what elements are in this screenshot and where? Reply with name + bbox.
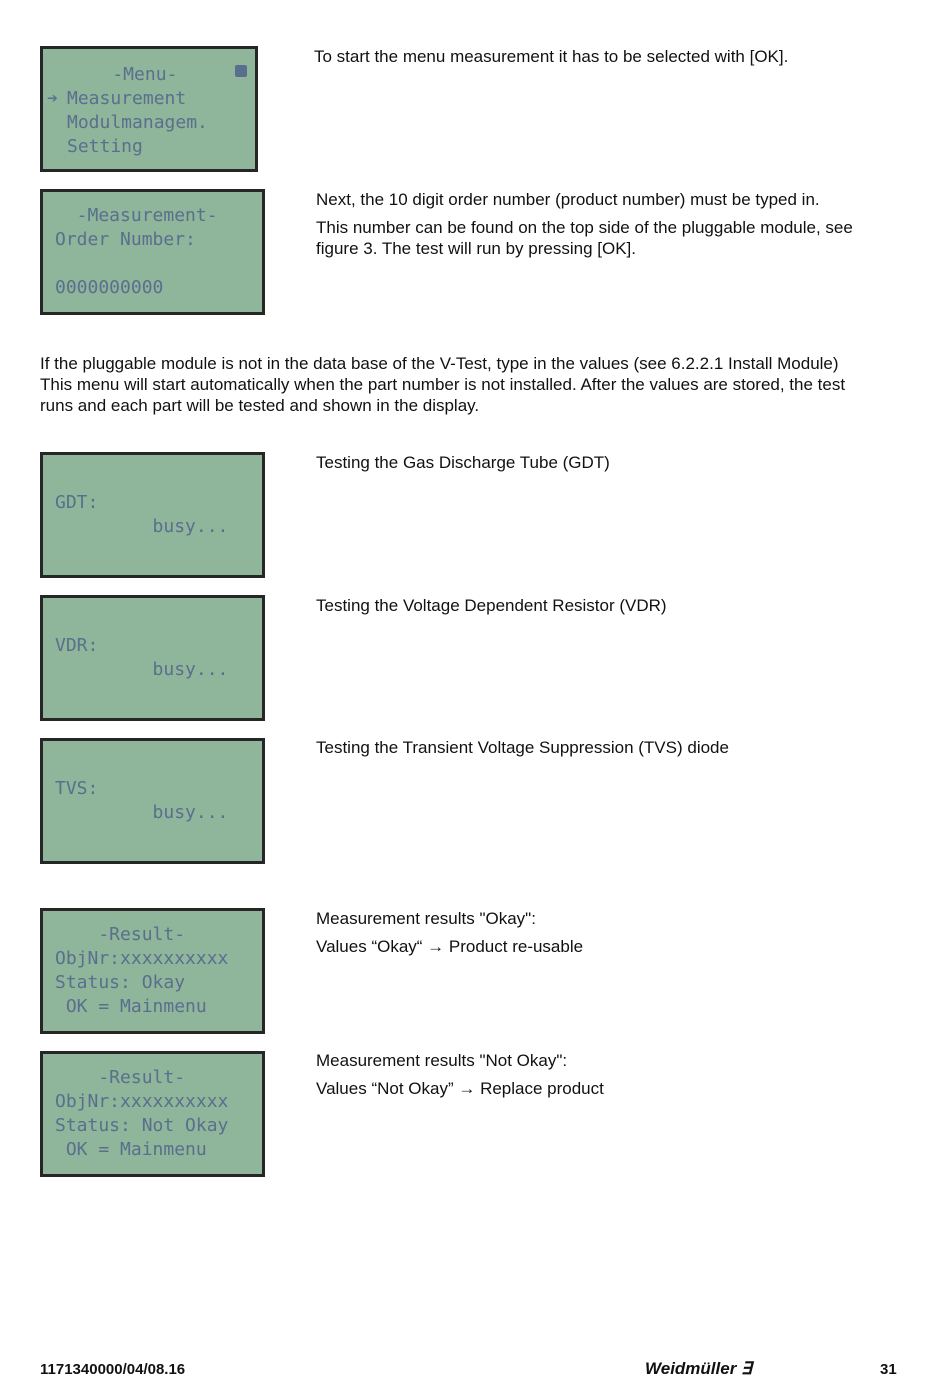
- lcd-gdt-label: GDT:: [55, 492, 99, 513]
- lcd-tvs: [40, 738, 265, 864]
- tvs-description: Testing the Transient Voltage Suppression (TVS) diode: [316, 738, 729, 757]
- lcd-menu-item: Modulmanagem.: [67, 112, 208, 133]
- paragraph-line: If the pluggable module is not in the data base of the V-Test, type in the values (see 6.2.2.1 Install Module): [40, 354, 839, 373]
- paragraph-line: runs and each part will be tested and shown in the display.: [40, 396, 480, 415]
- vdr-description: Testing the Voltage Dependent Resistor (VDR): [316, 596, 667, 615]
- lcd-vdr-status: busy...: [55, 659, 229, 680]
- lcd-menu-item: Setting: [67, 136, 143, 157]
- lcd-gdt-status: busy...: [55, 516, 229, 537]
- lcd-tvs-status: busy...: [55, 802, 229, 823]
- lcd-vdr-label: VDR:: [55, 635, 99, 656]
- lcd-result-objnr: ObjNr:xxxxxxxxxx: [55, 948, 229, 969]
- not-okay-description-2: Values “Not Okay” → Replace product: [316, 1079, 604, 1098]
- lcd-measurement-value: 0000000000: [55, 277, 164, 298]
- okay-description-1: Measurement results "Okay":: [316, 909, 536, 928]
- measurement-description-2a: This number can be found on the top side of the pluggable module, see: [316, 218, 853, 237]
- lcd-result-status: Status: Okay: [55, 972, 186, 993]
- lcd-result-hint: OK = Mainmenu: [55, 1139, 207, 1160]
- footer-page-number: 31: [880, 1361, 897, 1378]
- lcd-measurement: [40, 189, 265, 315]
- lcd-menu-item: Measurement: [67, 88, 187, 109]
- lcd-gdt: [40, 452, 265, 578]
- lcd-measurement-label: Order Number:: [55, 229, 196, 250]
- not-okay-description-1: Measurement results "Not Okay":: [316, 1051, 568, 1070]
- measurement-description-2b: figure 3. The test will run by pressing [OK].: [316, 239, 636, 258]
- lcd-result-title: -Result-: [55, 1067, 186, 1088]
- measurement-description-1: Next, the 10 digit order number (product number) must be typed in.: [316, 190, 820, 209]
- lcd-result-title: -Result-: [55, 924, 186, 945]
- footer-doc-number: 1171340000/04/08.16: [40, 1361, 186, 1378]
- lcd-measurement-title: -Measurement-: [55, 205, 218, 226]
- lcd-result-objnr: ObjNr:xxxxxxxxxx: [55, 1091, 229, 1112]
- gdt-description: Testing the Gas Discharge Tube (GDT): [316, 453, 610, 472]
- lcd-result-hint: OK = Mainmenu: [55, 996, 207, 1017]
- lcd-result-not-okay: [40, 1051, 265, 1177]
- lcd-vdr: [40, 595, 265, 721]
- arrow-icon: ➔: [47, 88, 58, 109]
- lcd-tvs-label: TVS:: [55, 778, 99, 799]
- paragraph-line: This menu will start automatically when the part number is not installed. After the values are stored, the test: [40, 375, 846, 394]
- weidmuller-logo: Weidmüller ∃: [645, 1359, 752, 1378]
- lcd-menu-title: -Menu-: [69, 64, 178, 85]
- lcd-result-status: Status: Not Okay: [55, 1115, 229, 1136]
- okay-description-2: Values “Okay“ → Product re-usable: [316, 937, 584, 956]
- lock-icon: [235, 65, 247, 77]
- lcd-menu: [40, 46, 258, 172]
- menu-description: To start the menu measurement it has to be selected with [OK].: [314, 47, 789, 66]
- lcd-result-okay: [40, 908, 265, 1034]
